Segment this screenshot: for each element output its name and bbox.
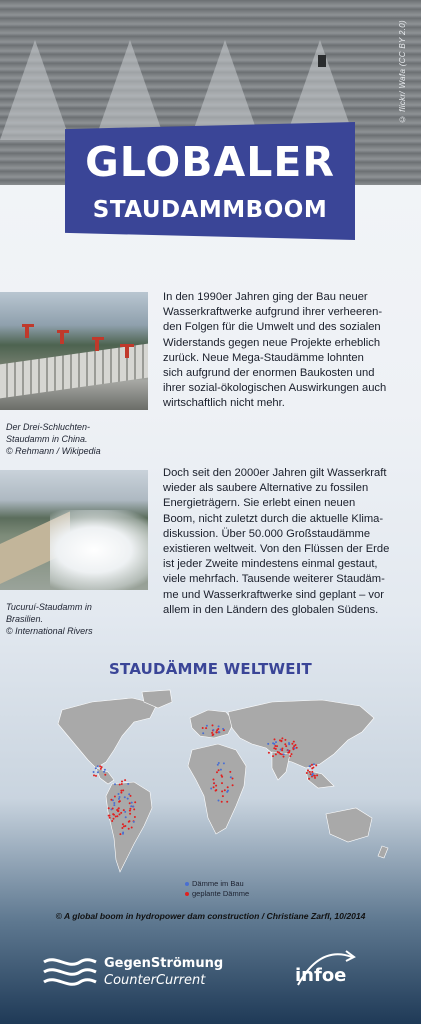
dam-dot — [268, 752, 270, 754]
dam-dot — [275, 748, 277, 750]
dam-dot — [311, 771, 313, 773]
dam-dot — [100, 768, 102, 770]
dam-dot — [308, 778, 310, 780]
dam-dot — [222, 728, 224, 730]
dam-dot — [212, 724, 214, 726]
gegenstroemung-wave-icon — [40, 950, 100, 990]
dam-dot — [272, 742, 274, 744]
dam-dot — [211, 732, 213, 734]
dam-dot — [309, 765, 311, 767]
dam-dot — [215, 790, 217, 792]
africa-shape — [188, 744, 246, 834]
dam-dot — [130, 805, 132, 807]
dam-dot — [108, 815, 110, 817]
dam-dot — [124, 811, 126, 813]
caption-line: Tucuruí-Staudamm in — [6, 602, 92, 612]
dam-dot — [316, 774, 318, 776]
dam-dot — [131, 802, 133, 804]
dam-dot — [113, 802, 115, 804]
dam-dot — [119, 796, 121, 798]
dam-dot — [202, 727, 204, 729]
page-title: GLOBALER — [85, 138, 335, 186]
dam-dot — [95, 775, 97, 777]
page-subtitle: STAUDAMMBOOM — [92, 197, 328, 223]
india-shape — [272, 752, 290, 780]
dam-dot — [283, 753, 285, 755]
dam-dot — [296, 747, 298, 749]
dam-dot — [218, 731, 220, 733]
construction-dot-icon — [185, 882, 189, 886]
dam-dot — [115, 816, 117, 818]
dam-dot — [310, 773, 312, 775]
dam-dot — [113, 814, 115, 816]
dam-dot — [285, 745, 287, 747]
dam-dot — [129, 810, 131, 812]
text-line: ihrer sozial-ökologischen Auswirkungen auch — [163, 382, 387, 395]
dam-dot — [220, 769, 222, 771]
dam-dot — [124, 796, 126, 798]
text-line: sich aufgrund der enormen Baukosten und — [163, 367, 375, 380]
dam-dot — [113, 818, 115, 820]
dam-dot — [213, 782, 215, 784]
dam-dot — [315, 764, 317, 766]
text-line: allem in den Ländern des globalen Südens. — [163, 603, 379, 616]
text-line: Doch seit den 2000er Jahren gilt Wasserkraft — [163, 467, 387, 479]
dam-dot — [133, 821, 135, 823]
dam-dot — [227, 786, 229, 788]
dam-dot — [230, 776, 232, 778]
dam-dot — [313, 775, 315, 777]
caption-line: Staudamm in China. — [6, 434, 88, 444]
photo-credit: © flickr/ Wafa (CC BY 2.0) — [398, 20, 407, 124]
dam-dot — [205, 727, 207, 729]
dam-dot — [223, 762, 225, 764]
dam-dot — [127, 798, 129, 800]
dam-dot — [283, 756, 285, 758]
dam-dot — [293, 745, 295, 747]
dam-dot — [217, 728, 219, 730]
dam-dot — [284, 743, 286, 745]
dam-dot — [312, 773, 314, 775]
australia-shape — [326, 808, 372, 842]
world-dam-map — [22, 688, 402, 906]
dam-dot — [118, 808, 120, 810]
dam-dot — [128, 828, 130, 830]
dam-dot — [133, 808, 135, 810]
dam-dot — [229, 771, 231, 773]
dam-dot — [104, 774, 106, 776]
text-line: Widerstands gegen neue Projekte erheblich — [163, 336, 381, 349]
dam-dot — [120, 812, 122, 814]
dam-dot — [221, 776, 223, 778]
dam-dot — [232, 778, 234, 780]
text-line: zurück. Neue Mega-Staudämme lohnten — [163, 351, 364, 364]
dam-dot — [213, 786, 215, 788]
dam-dot — [274, 738, 276, 740]
dam-dot — [281, 748, 283, 750]
dam-dot — [272, 755, 274, 757]
dam-dot — [218, 769, 220, 771]
dam-dot — [275, 741, 277, 743]
dam-dot — [123, 809, 125, 811]
text-line: ist jeder Zweite mindestens einmal gestaut, — [163, 558, 378, 571]
dam-dot — [114, 783, 116, 785]
dam-dot — [109, 817, 111, 819]
dam-dot — [120, 792, 122, 794]
dam-dot — [291, 753, 293, 755]
dam-dot — [99, 765, 101, 767]
text-line: wieder als saubere Alternative zu fossilen — [163, 482, 369, 495]
dam-dot — [222, 795, 224, 797]
dam-dot — [121, 781, 123, 783]
caption-line: Der Drei-Schluchten- — [6, 422, 91, 432]
paragraph-2 — [163, 466, 413, 618]
map-legend — [185, 879, 249, 899]
dam-dot — [114, 796, 116, 798]
dam-dot — [213, 779, 215, 781]
dam-dot — [278, 752, 280, 754]
asia-shape — [228, 700, 374, 768]
dam-dot — [309, 771, 311, 773]
dam-dot — [313, 763, 315, 765]
dam-dot — [118, 793, 120, 795]
dam-dot — [116, 815, 118, 817]
dam-dot — [129, 802, 131, 804]
photo-caption-1 — [6, 421, 146, 457]
dam-dot — [122, 823, 124, 825]
dam-dot — [314, 777, 316, 779]
dam-dot — [108, 807, 110, 809]
map-source: © A global boom in hydropower dam construction / Christiane Zarfl, 10/2014 — [55, 911, 366, 921]
dam-dot — [289, 755, 291, 757]
dam-dot — [291, 743, 293, 745]
logo-left-line1: GegenStrömung — [104, 956, 224, 971]
dam-dot — [127, 783, 129, 785]
dam-dot — [267, 743, 269, 745]
legend-item-planned: geplante Dämme — [185, 889, 249, 899]
dam-dot — [119, 833, 121, 835]
dam-dot — [134, 816, 136, 818]
dam-dot — [104, 769, 106, 771]
text-line: den Folgen für die Umwelt und des sozialen — [163, 321, 381, 334]
caption-line: Brasilien. — [6, 614, 44, 624]
dam-dot — [307, 769, 309, 771]
text-line: wirtschaftlich nicht mehr. — [163, 397, 285, 410]
dam-dot — [129, 813, 131, 815]
dam-dot — [217, 764, 219, 766]
dam-dot — [124, 779, 126, 781]
dam-dot — [288, 743, 290, 745]
text-line: diskussion. Über 50.000 Großstaudämme — [163, 527, 371, 540]
planned-dot-icon — [185, 892, 189, 896]
dam-dot — [212, 734, 214, 736]
dam-dot — [218, 800, 220, 802]
text-line: existieren weltweit. Von den Flüssen der Erde — [163, 543, 390, 556]
text-line: viele mehrfach. Tausende weiterer Staudäm- — [163, 573, 385, 586]
dam-dot — [216, 771, 218, 773]
dam-dot — [212, 729, 214, 731]
dam-dot — [97, 765, 99, 767]
dam-dot — [224, 789, 226, 791]
text-line: me und Wasserkraftwerke sind geplant – vor — [163, 588, 384, 601]
dam-dot — [131, 827, 133, 829]
caption-line: © International Rivers — [6, 626, 93, 636]
dam-dot — [284, 739, 286, 741]
dam-dot — [122, 789, 124, 791]
dam-dot — [93, 774, 95, 776]
dam-dot — [112, 808, 114, 810]
dam-dot — [118, 798, 120, 800]
dam-dot — [122, 833, 124, 835]
dam-dot — [311, 767, 313, 769]
dam-dot — [226, 791, 228, 793]
dam-dot — [129, 820, 131, 822]
dam-dot — [97, 771, 99, 773]
legend-item-construction: Dämme im Bau — [185, 879, 249, 889]
dam-dot — [216, 732, 218, 734]
dam-dot — [294, 747, 296, 749]
dam-dot — [93, 771, 95, 773]
dam-dot — [128, 793, 130, 795]
dam-dot — [293, 741, 295, 743]
new-zealand-shape — [378, 846, 388, 858]
north-america-shape — [58, 698, 157, 768]
dam-dot — [274, 745, 276, 747]
caption-line: © Rehmann / Wikipedia — [6, 446, 101, 456]
dam-dot — [221, 790, 223, 792]
dam-dot — [134, 801, 136, 803]
dam-dot — [226, 801, 228, 803]
dam-dot — [275, 753, 277, 755]
dam-dot — [110, 799, 112, 801]
dam-dot — [123, 825, 125, 827]
dam-dot — [221, 801, 223, 803]
tucurui-dam-photo — [0, 470, 148, 590]
dam-dot — [215, 785, 217, 787]
dam-dot — [311, 764, 313, 766]
dam-dot — [132, 806, 134, 808]
map-title: STAUDÄMME WELTWEIT — [109, 660, 312, 678]
logo-right: infoe — [295, 965, 347, 986]
dam-dot — [281, 740, 283, 742]
paragraph-1 — [163, 290, 413, 412]
dam-dot — [113, 804, 115, 806]
dam-dot — [281, 749, 283, 751]
three-gorges-dam-photo — [0, 292, 148, 410]
south-america-shape — [106, 782, 152, 872]
dam-dot — [121, 827, 123, 829]
dam-dot — [119, 813, 121, 815]
dam-dot — [118, 801, 120, 803]
dam-dot — [117, 810, 119, 812]
dam-dot — [120, 790, 122, 792]
dam-dot — [95, 767, 97, 769]
dam-dot — [206, 725, 208, 727]
dam-dot — [210, 788, 212, 790]
dam-dot — [218, 725, 220, 727]
dam-dot — [119, 784, 121, 786]
dam-dot — [306, 772, 308, 774]
dam-dot — [111, 820, 113, 822]
text-line: In den 1990er Jahren ging der Bau neuer — [163, 291, 368, 303]
dam-dot — [130, 795, 132, 797]
dam-dot — [121, 783, 123, 785]
dam-dot — [289, 750, 291, 752]
dam-dot — [125, 816, 127, 818]
dam-dot — [218, 762, 220, 764]
text-line: Wasserkraftwerke aufgrund ihrer verheeren- — [163, 306, 383, 319]
dam-dot — [276, 745, 278, 747]
dam-dot — [287, 752, 289, 754]
logo-left-line2: CounterCurrent — [104, 973, 206, 988]
photo-caption-2 — [6, 601, 146, 637]
dam-dot — [103, 771, 105, 773]
dam-dot — [281, 737, 283, 739]
text-line: Boom, nicht zuletzt durch die aktuelle Klima- — [163, 512, 384, 525]
dam-dot — [221, 782, 223, 784]
dam-dot — [232, 784, 234, 786]
dam-dot — [129, 808, 131, 810]
text-line: Energieträgern. Sie erlebt einen neuen — [163, 497, 356, 510]
dam-dot — [202, 732, 204, 734]
